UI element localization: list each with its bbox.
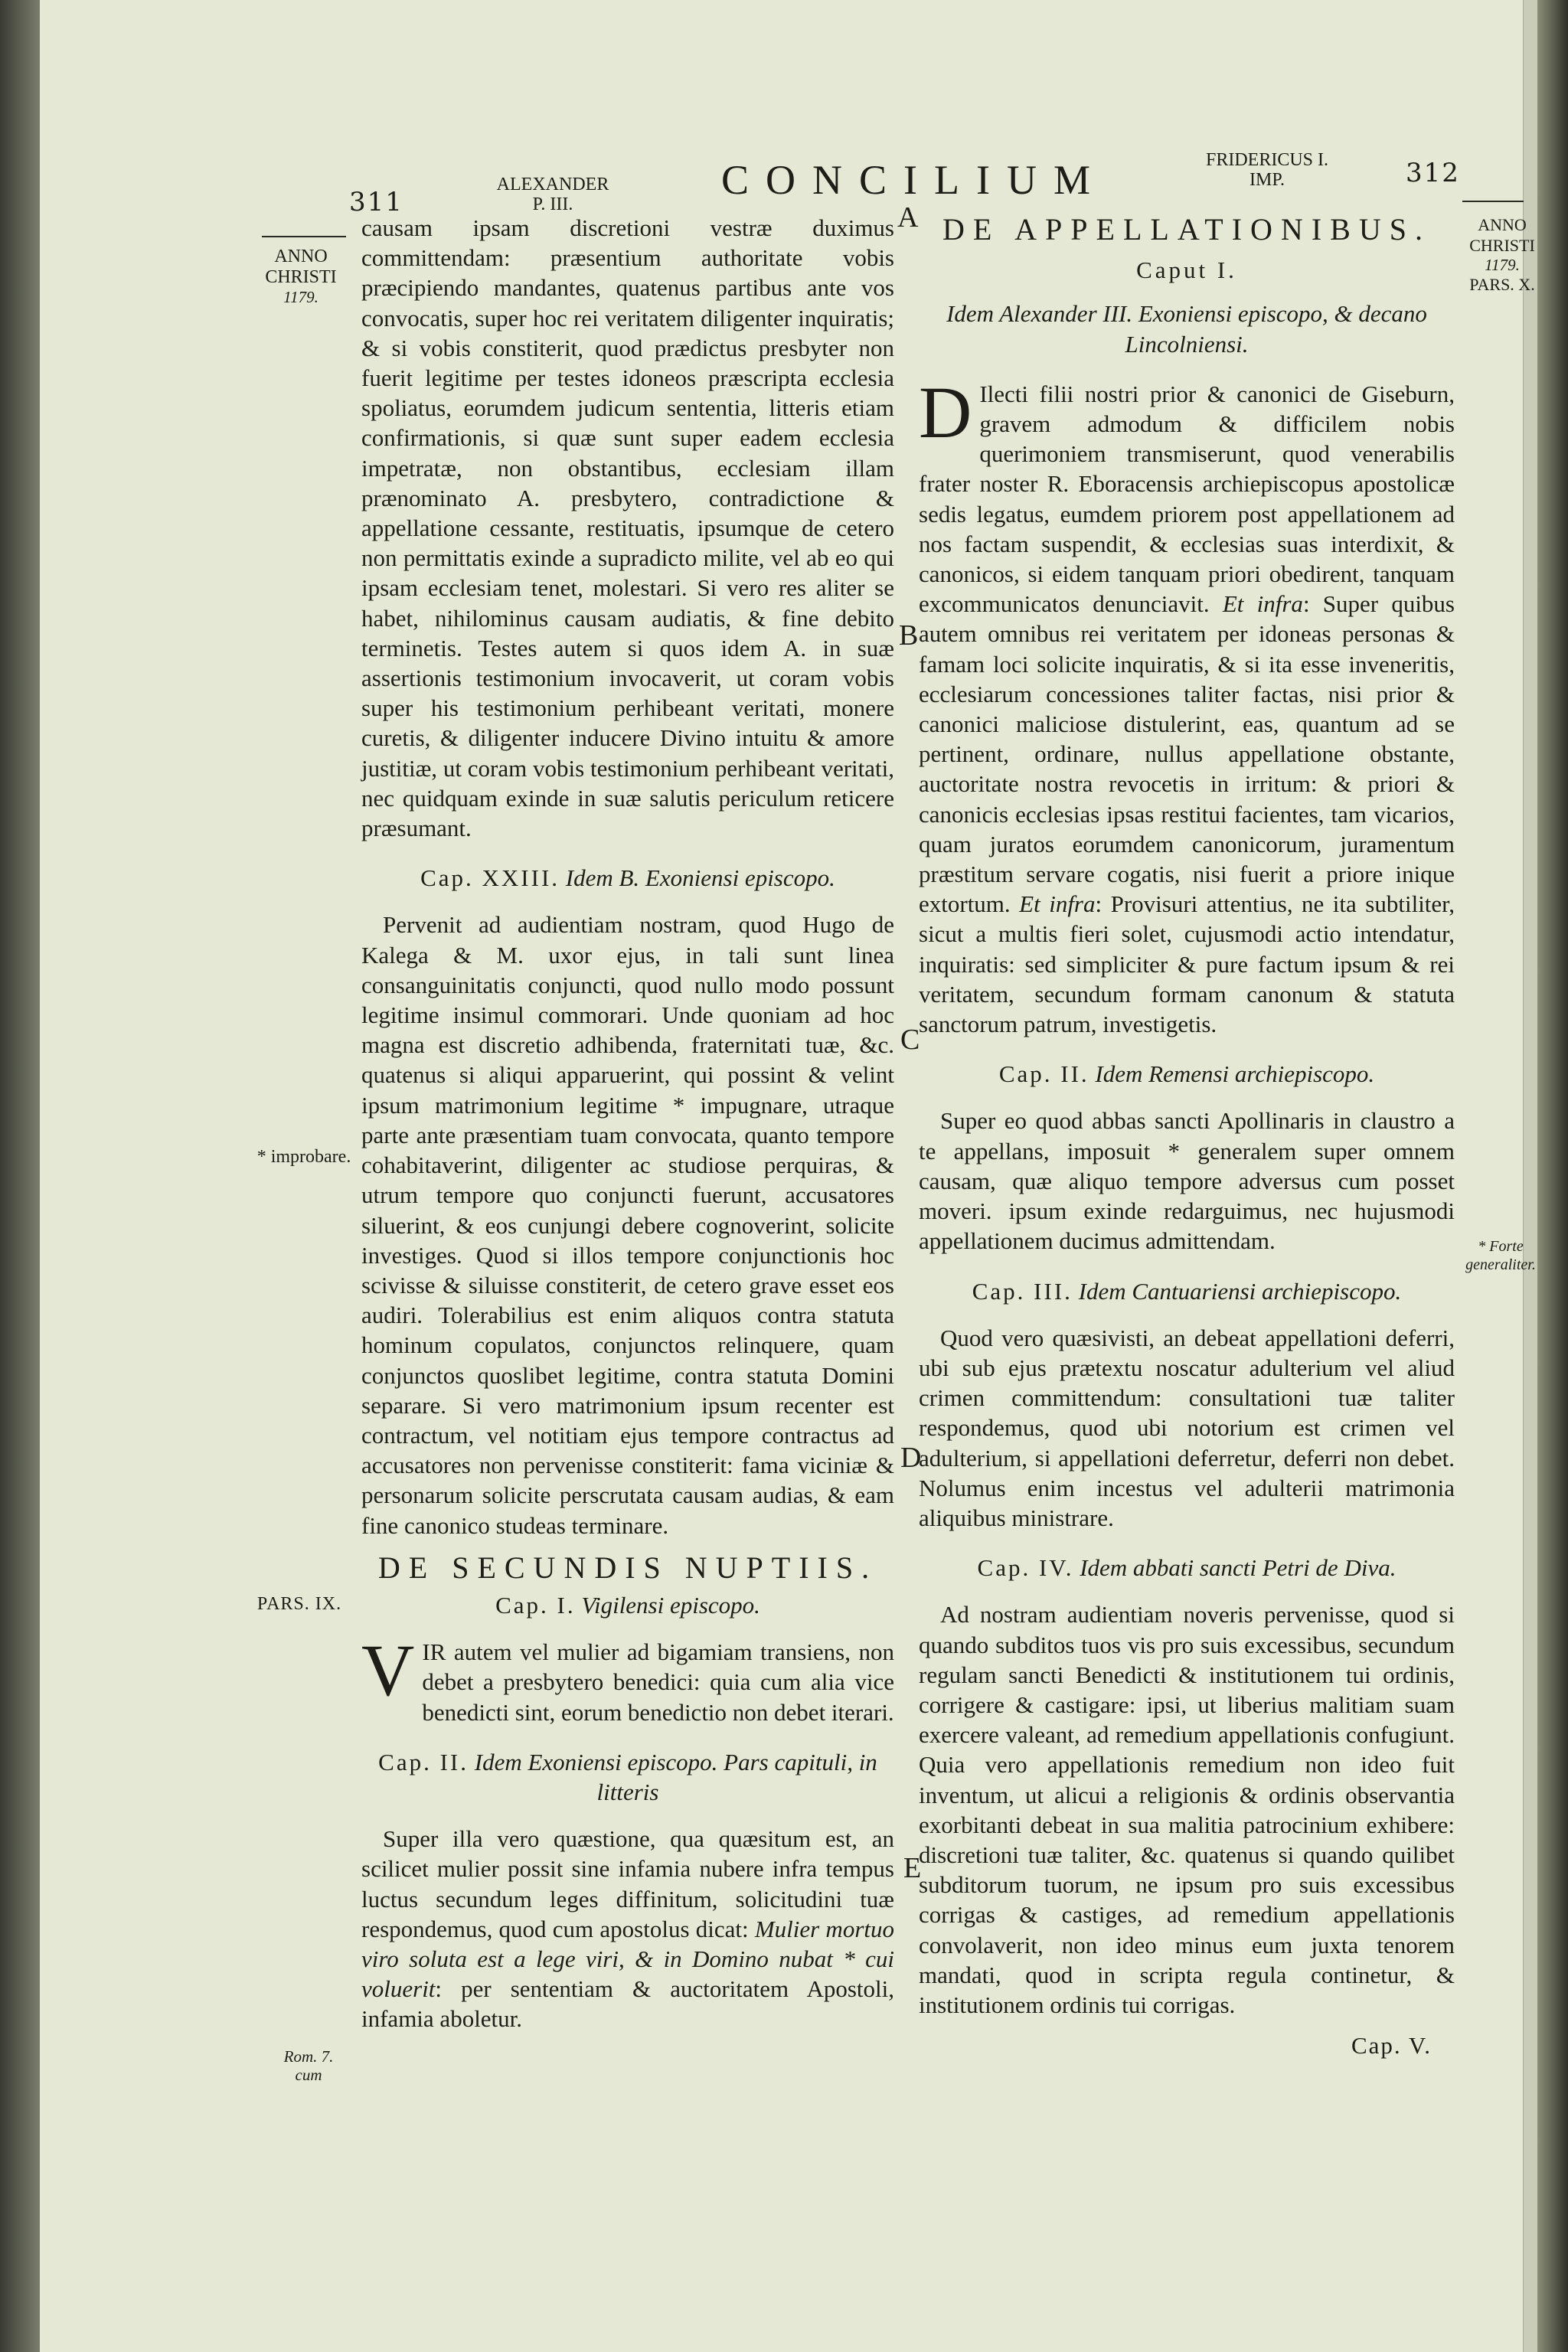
right-margin-rule bbox=[1462, 201, 1524, 202]
margin-christi: CHRISTI bbox=[265, 267, 337, 287]
right-paragraph-cap-4: Ad nostram audientiam noveris pervenisse, quod si quando subditos tuos vis pro suis excessibus, secundum regulam sancti Benedicti & institutionem tui ordinis, corrigere & castigare: ipsi, ut liberius malitiam suam exercere valeant, ad remedium appellationis confugiunt. Quia vero appellationis remedium non ideo fuit inventum, ut alicui a religionis & ordinis observantia exorbitanti debeat in sua malitia patrocinium exhibere: discretioni tuæ taliter, &c. quatenus si quando quilibet subditorum tuorum, ne ipsum pro suis excessibus corrigas & castiges, ad remedium appellationis convolaverit, non ideo minus eum juxta tenorem mandati, quod in scripta regula continetur, & institutionem ordinis tui corrigas. bbox=[919, 1601, 1455, 2018]
left-paragraph-continuation: causam ipsam discretioni vestræ duximus committendam: præsentium authoritate vobis præcipiendo mandantes, quatenus partibus ante vos convocatis, super hoc rei veritatem diligenter inquiratis; & si vobis constiterit, quod prædictus presbyter non fuerit legitime per testes idoneos præscripta ecclesia spoliatus, eorumdem judicum sententia, litteris etiam confirmationis, si quæ sunt super eadem ecclesia impetratæ, non obstantibus, ecclesiam illam prænominato A. presbytero, contradictione & appellatione cessante, restituatis, ipsumque de cetero non permittatis exinde a supradicto milite, vel ab eo qui ipsam ecclesiam tenet, molestari. Si vero res aliter se habet, nihilominus causam audiatis, & fine debito terminetis. Testes autem si quos idem A. in suæ assertionis testimonium invocaverit, ut coram vobis super his testimonium perhibeant veritati, monere curetis, & diligenter inducere Divino intuitu & amore justitiæ, ut coram vobis testimonium perhibeant veritati, nec quidquam exinde in suæ salutis periculum reticere præsumant. bbox=[361, 214, 894, 842]
margin-generaliter: generaliter. bbox=[1465, 1256, 1536, 1273]
left-paragraph-cap-2 bbox=[361, 1824, 894, 2034]
margin-rom-ref bbox=[259, 2047, 358, 2084]
caput-1-text: Ilecti filii nostri prior & canonici de Giseburn, gravem admodum & difficilem nobis querimoniem transmiserunt, quod venerabilis frater noster R. Eboracensis archiepiscopus apostolicæ sedis legatus, eumdem priorem post appellationem ad nos factam suspendit, & ecclesias suas interdixit, & canonicos, si eidem tanquam priori obedirent, tanquam excommunicatos denunciavit. bbox=[919, 380, 1455, 618]
right-paragraph-cap-2: Super eo quod abbas sancti Apollinaris in claustro a te appellans, imposuit * generalem super omnem causam, quæ aliquo tempore adversus cum posset moveri. ipsum exinde redarguimus, nec hujusmodi appellationem ducimus admittendam. bbox=[919, 1107, 1455, 1255]
right-cap-3-title: Idem Cantuariensi archiepiscopo. bbox=[1078, 1277, 1402, 1305]
caput-1-infra: Et infra bbox=[1222, 590, 1303, 618]
scan-border-right bbox=[1537, 0, 1568, 2352]
margin-pars-x: PARS. X. bbox=[1469, 275, 1535, 294]
right-cap-4-heading bbox=[919, 1553, 1455, 1583]
left-paragraph-cap-1 bbox=[361, 1629, 894, 1727]
left-running-head bbox=[469, 175, 637, 214]
left-cap-1-heading bbox=[361, 1590, 894, 1620]
column-letter-a: A bbox=[897, 201, 919, 234]
left-margin-year bbox=[251, 247, 351, 306]
left-margin-rule bbox=[262, 236, 346, 237]
cap-23-title: Idem B. Exoniensi episcopo. bbox=[565, 864, 835, 892]
right-cap-2-heading bbox=[919, 1059, 1455, 1089]
column-letter-d: D bbox=[900, 1442, 922, 1474]
margin-forte-note bbox=[1462, 1237, 1539, 1274]
column-letter-b: B bbox=[899, 619, 919, 652]
left-column bbox=[361, 213, 894, 2034]
right-cap-3-heading bbox=[919, 1276, 1455, 1306]
section-heading-de-secundis-nuptiis: DE SECUNDIS NUPTIIS. bbox=[377, 1550, 878, 1585]
margin-rom: Rom. 7. bbox=[283, 2047, 334, 2066]
cap-1-label: Cap. I. bbox=[495, 1591, 576, 1619]
margin-christi-right: CHRISTI bbox=[1469, 236, 1535, 255]
caput-1-text-c: : Provisuri attentius, ne ita subtiliter, sicut a multis fieri solet, cujusmodi actio intendatur, inquiratis: sed simpliciter & pure factum ipsum & rei veritatem, secundum formam canonum & statuta sanctorum patrum, investigetis. bbox=[919, 890, 1455, 1038]
running-head bbox=[40, 150, 1540, 217]
cap-2-text: Super illa vero quæstione, qua quæsitum est, an scilicet mulier possit sine infamia nubere infra tempus luctus secundum leges diffinitum, solicitudini tuæ respondemus, quod cum apostolus dicat: bbox=[361, 1825, 894, 1942]
left-cap-2-heading bbox=[361, 1747, 894, 1807]
right-margin-year bbox=[1464, 214, 1540, 295]
right-head-name: FRIDERICUS I. bbox=[1205, 150, 1329, 170]
right-column bbox=[919, 213, 1455, 2060]
book-page bbox=[40, 0, 1540, 2352]
cap-1-title: Vigilensi episcopo. bbox=[581, 1591, 760, 1619]
margin-forte: * Forte bbox=[1478, 1238, 1524, 1255]
margin-cum: cum bbox=[295, 2066, 322, 2084]
right-paragraph-caput-1 bbox=[919, 371, 1455, 1039]
section-heading-de-appellationibus: DE APPELLATIONIBUS. bbox=[942, 212, 1431, 247]
caput-1-infra-2: Et infra bbox=[1019, 890, 1096, 918]
left-cap-23-heading bbox=[361, 863, 894, 893]
caput-1-intro bbox=[919, 299, 1455, 358]
cap-2-title: Idem Exoniensi episcopo. Pars capituli, in litteris bbox=[474, 1748, 877, 1805]
left-paragraph-cap-23: Pervenit ad audientiam nostram, quod Hugo de Kalega & M. uxor ejus, in tali sunt linea consanguinitatis conjuncti, quod nullo modo possunt legitime insimul commorari. Unde quoniam ad hoc magna est discretio adhibenda, fraternitati tuæ, &c. quatenus si aliqui apparuerint, qui possint & velint ipsum matrimonium legitime * impugnare, utraque parte ante præsentiam tuam convocata, quanto tempore cohabitaverint, diligenter ac studiose perquiras, & utrum tempore quo conjuncti fuerunt, accusatores siluerint, & eos cunjungi debere cognoverint, solicite investiges. Quod si illos tempore conjunctionis hoc scivisse & siluisse constiterit, de cetero grave esset eos audiri. Tolerabilius est enim aliquos contra statuta hominum copulatos, conjunctos relinquere, quam conjunctos quoslibet legitime, contra statuta Domini separare. Si vero matrimonium ipsum recenter est contractum, vel notitiam ejus tempore contractus ad accusatores non pervenisse constiterit: fama viciniæ & personarum solicite perscrutata causam audias, & eam fine canonico studeas terminare. bbox=[361, 911, 894, 1539]
right-head-sub: IMP. bbox=[1249, 170, 1285, 190]
catchword: Cap. V. bbox=[1351, 2032, 1432, 2060]
column-letter-e: E bbox=[903, 1852, 922, 1884]
page-title: CONCILIUM bbox=[721, 157, 1107, 203]
caput-1-intro-text: Idem Alexander III. Exoniensi episcopo, & decano Lincolniensi. bbox=[946, 300, 1427, 358]
right-cap-3-label: Cap. III. bbox=[972, 1277, 1073, 1305]
left-page-number: 311 bbox=[349, 187, 403, 217]
margin-pars-ix: PARS. IX. bbox=[256, 1594, 342, 1614]
scan-border-left bbox=[0, 0, 40, 2352]
right-running-head bbox=[1171, 150, 1363, 190]
cap-2-quote: Mulier mortuo viro soluta est a lege viri, & in Domino nubat * cui voluerit bbox=[361, 1915, 894, 2003]
right-cap-2-label: Cap. II. bbox=[998, 1060, 1089, 1088]
column-letter-c: C bbox=[900, 1024, 920, 1056]
left-head-sub: P. III. bbox=[532, 194, 573, 214]
caput-1-heading: Caput I. bbox=[1136, 256, 1237, 284]
right-cap-4-label: Cap. IV. bbox=[977, 1554, 1074, 1582]
left-head-name: ALEXANDER bbox=[496, 175, 609, 194]
right-paragraph-cap-3: Quod vero quæsivisti, an debeat appellationi deferri, ubi sub ejus prætextu noscatur adulterium vel aliud crimen committendum: consultationi tuæ taliter respondemus, quod ubi notorium est crimen vel adulterium, si appellationi deferretur, deferri non debet. Nolumus enim incestus vel adulterii matrimonia aliquibus ministrare. bbox=[919, 1324, 1455, 1531]
margin-note-improbare: * improbare. bbox=[256, 1147, 351, 1167]
right-cap-2-title: Idem Remensi archiepiscopo. bbox=[1095, 1060, 1375, 1088]
margin-anno-right: ANNO bbox=[1478, 215, 1527, 234]
cap-23-label: Cap. XXIII. bbox=[420, 864, 560, 892]
cap-2-text-end: : per sententiam & auctoritatem Apostoli, infamia aboletur. bbox=[361, 1975, 894, 2033]
right-cap-4-title: Idem abbati sancti Petri de Diva. bbox=[1080, 1554, 1396, 1582]
right-page-number: 312 bbox=[1406, 158, 1460, 188]
margin-year-right: 1179. bbox=[1485, 256, 1520, 274]
margin-anno: ANNO bbox=[274, 247, 328, 266]
cap-2-label: Cap. II. bbox=[378, 1748, 469, 1775]
drop-cap-v: V bbox=[361, 1629, 415, 1712]
margin-year: 1179. bbox=[283, 288, 318, 306]
cap-1-text: IR autem vel mulier ad bigamiam transiens, non debet a presbytero benedici: quia cum alia vice benedicti sint, eorum benedictio non debet iterari. bbox=[422, 1638, 894, 1726]
caput-1-text-b: : Super quibus autem omnibus rei veritatem per idoneas personas & famam loci solicite inquiratis, & si ita esse inveneritis, ecclesiarum concessiones taliter factas, nisi prior & canonici maliciose distulerint, eas, quantum ad se pertinent, ordinare, nullus appellatione obstante, auctoritate nostra revocetis in irritum: & priori & canonicis ecclesias ipsas restitui facientes, tam vicarios, quam juratos eorumdem canonicorum, juramentum præstitum servare cogatis, nisi fuerit a priore inique extortum. bbox=[919, 590, 1455, 918]
drop-cap-d: D bbox=[919, 371, 972, 453]
